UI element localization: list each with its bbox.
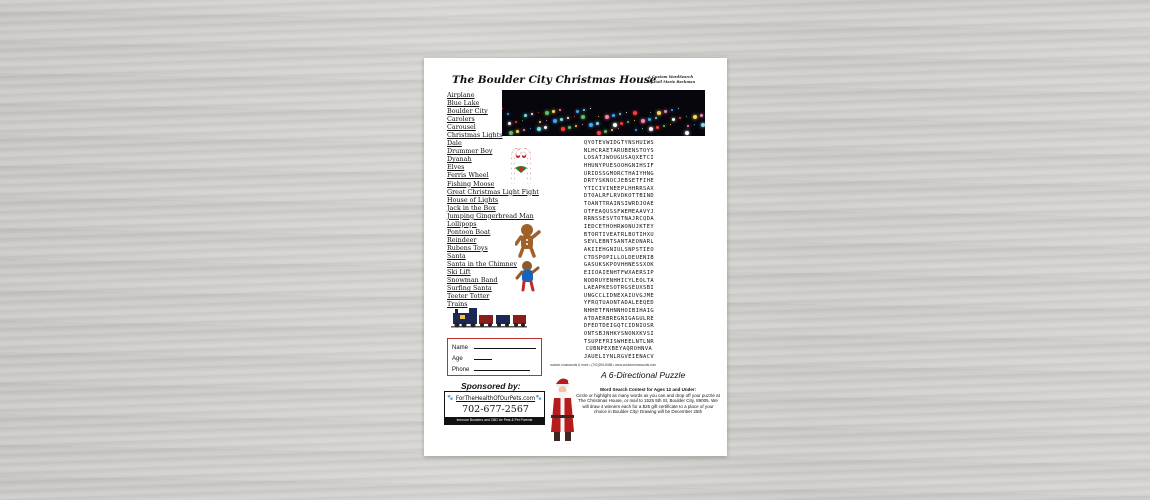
- grid-row: JAUELIYNLRGVEIENACV: [583, 353, 655, 360]
- age-field[interactable]: [474, 354, 492, 360]
- word-list-item: Jumping Gingerbread Man: [447, 211, 534, 220]
- paw-print-icon: 🐾: [447, 395, 454, 401]
- word-list-item: Santa in the Chimney: [447, 259, 518, 268]
- grid-row: EIIOAIENHTFWXAERSIP: [583, 269, 655, 276]
- word-list-item: Teeter Totter: [447, 292, 490, 301]
- phone-label: Phone: [452, 367, 470, 373]
- word-list-item: Fishing Moose: [447, 179, 495, 188]
- letter-grid: [533, 140, 705, 362]
- grid-row: NHHETFNHNNHOIBIHAIG: [583, 308, 655, 315]
- word-list-item: Pontoon Boat: [447, 227, 491, 236]
- word-list-item: House of Lights: [447, 195, 499, 204]
- sponsor-ad: [444, 391, 545, 425]
- word-list-item: Drummer Boy: [447, 147, 493, 156]
- phone-field[interactable]: [474, 365, 530, 371]
- sponsored-heading: Sponsored by:: [461, 381, 521, 391]
- grid-row: CUBNPEXBEYAQROHNVA: [585, 346, 653, 353]
- grid-row: NLHCRAETARUBENSTOYS: [583, 147, 655, 154]
- word-list-item: Christmas Lights: [447, 131, 503, 140]
- grid-row: TOANTTRAINSIWRDJOAE: [583, 201, 655, 208]
- grid-row: AKIIEHGNIULSNPSTIEO: [583, 246, 655, 253]
- grid-row: DFEDTDEIGQTCIDNIOSR: [583, 323, 655, 330]
- grid-row: BTORTIVEATRLBOTIHXU: [583, 231, 655, 238]
- grid-row: CTDSPOPILLOLDEUENIB: [583, 254, 655, 261]
- word-list-item: Blue Lake: [447, 99, 480, 108]
- puzzle-credit: A Custom WordSearch by Gail Marie Beckman: [648, 75, 696, 84]
- word-search-flyer: [424, 58, 727, 456]
- grid-row: GASUKSKPOVHHNESSXOK: [583, 262, 655, 269]
- grid-row: ATDAERBREGNIGAGULRE: [583, 315, 655, 322]
- sponsor-phone: 702-677-2567: [462, 404, 529, 415]
- word-list-item: Snowman Band: [447, 276, 498, 285]
- word-list-item: Ferris Wheel: [447, 171, 489, 180]
- word-list-item: Reindeer: [447, 235, 477, 244]
- grid-row: NODRUYENHHICYLEOLTA: [583, 277, 655, 284]
- word-list-item: Carousel: [447, 123, 476, 132]
- word-list-item: Surfing Santa: [447, 284, 492, 293]
- word-list-item: Jack in the Box: [447, 203, 496, 212]
- paw-print-icon: 🐾: [535, 395, 542, 401]
- grid-row: UNGCCLIDNEXAIUVGJME: [583, 292, 655, 299]
- sponsor-tagline: Immune Boosters and CBD for Pets & Pet Parents: [445, 417, 544, 424]
- word-list-item: Carolers: [447, 115, 475, 124]
- grid-row: URIDSSGMORCTHAIYHNG: [583, 170, 655, 177]
- name-field[interactable]: [474, 343, 536, 349]
- word-list-item: Dale: [447, 139, 462, 148]
- grid-row: LAEAPKESOTRGSEUXSBI: [583, 285, 655, 292]
- grid-row: LOSATJWOUGUSAQXETCI: [583, 155, 655, 162]
- word-list-item: Trains: [447, 300, 468, 309]
- word-list-item: Airplane: [447, 91, 475, 99]
- word-list-item: Boulder City: [447, 107, 488, 116]
- word-list-item: Dyanah: [447, 155, 472, 164]
- word-list-item: Ski Lift: [447, 268, 471, 277]
- contest-heading: Word Search Contest for Ages 12 and Under:: [599, 387, 697, 392]
- age-label: Age: [452, 356, 463, 362]
- grid-row: OTFEAQUSSFWEMEAAVYJ: [583, 208, 655, 215]
- word-list-item: Santa: [447, 251, 466, 260]
- contest-rules: Circle or highlight as many words as you can and drop off your puzzle at The Christmas House, or mail to 1525 5th St, Boulder City, 89005. We will draw 4 winners each for a $25 gift certificate to a place of your choice in Boulder City! Drawing will be December 25th: [576, 392, 720, 414]
- toy-train-icon: [449, 306, 529, 332]
- grid-row: ONTSBJNHKYSNONXKVSI: [583, 331, 655, 338]
- christmas-house-photo: [502, 90, 705, 136]
- grid-row: RRNSSESVTOTNAJRCQDA: [583, 216, 655, 223]
- santa-icon: [548, 374, 576, 444]
- entry-form: [447, 338, 542, 376]
- grid-row: YTICIVINEEPLHHRRSAX: [583, 185, 655, 192]
- grid-row: YFRQTUAONTADALEEQED: [583, 300, 655, 307]
- grid-row: SEVLEBNTSANTAEONARL: [583, 239, 655, 246]
- grid-row: DRTYSKNOCJEBSETFIHE: [583, 178, 655, 185]
- publisher-note: custom crosswords & more • (702)294-8468 • www.customcrosswords.com: [550, 363, 657, 367]
- grid-row: HHUNYPUESOOHGNIHSIF: [583, 162, 655, 169]
- name-label: Name: [452, 345, 469, 351]
- puzzle-type-label: A 6-Directional Puzzle: [601, 370, 686, 380]
- word-list-item: Elves: [447, 163, 465, 172]
- word-list-item: Lollipops: [447, 219, 477, 228]
- contest-info: [576, 387, 720, 415]
- word-list-item: Rubens Toys: [447, 243, 488, 252]
- sponsor-website[interactable]: ForTheHealthOfOurPets.com: [455, 395, 536, 402]
- grid-row: DTOALRFLRVDKOTTBIND: [583, 193, 655, 200]
- grid-row: TSUPEFRISWHEELNTLNR: [583, 338, 655, 345]
- grid-row: QYOTEVWIDGTYNSHUIWS: [583, 140, 655, 146]
- grid-row: IEDCETHOHRWONUJKTEY: [583, 224, 655, 231]
- word-list-item: Great Christmas Light Fight: [447, 187, 539, 196]
- puzzle-title: The Boulder City Christmas House: [452, 74, 657, 86]
